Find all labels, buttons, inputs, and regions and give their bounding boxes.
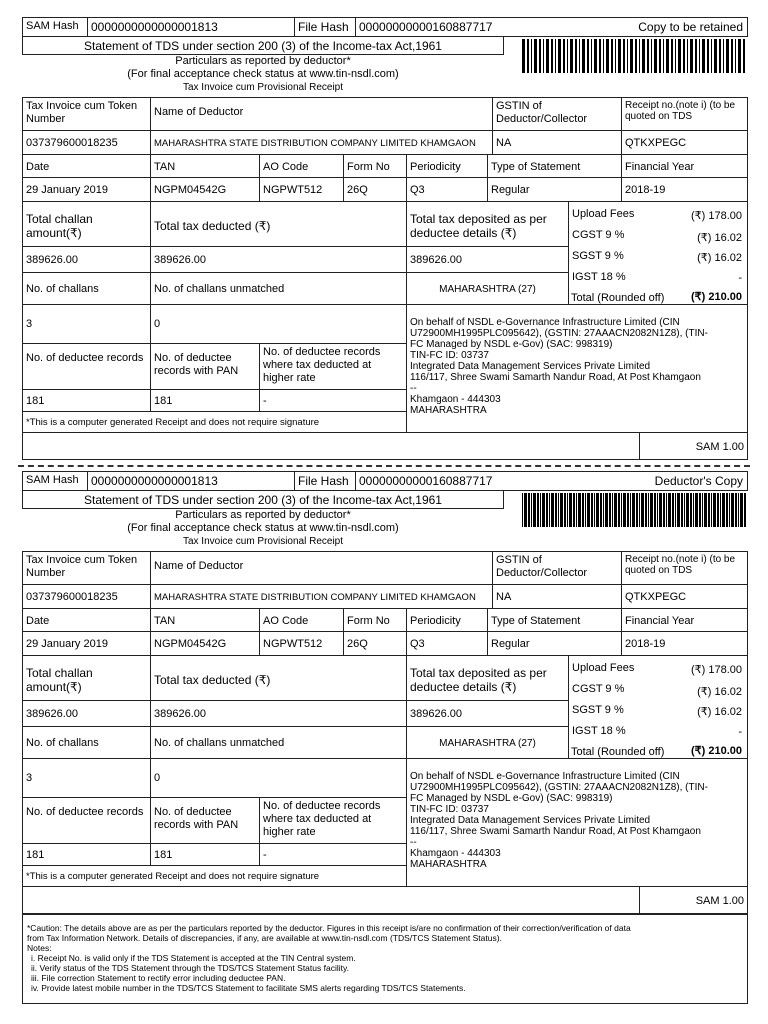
barcode-bar: [539, 39, 541, 73]
barcode-bar: [711, 493, 712, 527]
barcode-bar: [668, 493, 671, 527]
barcode-bar: [636, 493, 638, 527]
copy-label: Deductor's Copy: [654, 474, 743, 488]
check-status-line: (For final acceptance check status at www.tin-nsdl.com): [127, 522, 399, 534]
barcode-bar: [675, 39, 676, 73]
barcode-bar: [686, 493, 689, 527]
barcode-bar: [657, 493, 658, 527]
particulars-line: Particulars as reported by deductor*: [175, 509, 351, 521]
sam-hash-label: SAM Hash: [22, 17, 88, 37]
behalf-line: TIN-FC ID: 03737: [410, 804, 489, 815]
igst-label: IGST 18 %: [572, 725, 626, 737]
barcode-bar: [735, 39, 736, 73]
barcode-bar: [731, 39, 733, 73]
barcode-bar: [546, 39, 549, 73]
date-label: Date: [22, 154, 151, 178]
barcode-bar: [708, 493, 710, 527]
barcode-bar: [678, 39, 681, 73]
barcode-bar: [684, 493, 685, 527]
token-number: 037379600018235: [22, 584, 151, 609]
behalf-line: FC Managed by NSDL e-Gov) (SAC: 998319): [410, 793, 613, 804]
barcode-bar: [666, 39, 669, 73]
statement-type-label: Type of Statement: [487, 608, 622, 632]
barcode-bar: [614, 493, 617, 527]
deductee-with-pan-value: 181: [150, 843, 260, 866]
barcode-bar: [639, 493, 640, 527]
higher-rate-value: -: [259, 389, 407, 412]
statement-title: Statement of TDS under section 200 (3) of the Income-tax Act,1961: [22, 490, 504, 509]
barcode-bar: [575, 39, 577, 73]
barcode-bar: [587, 493, 590, 527]
total-amount: (₹) 210.00: [690, 745, 742, 757]
computer-generated-note: *This is a computer generated Receipt and does not require signature: [22, 865, 407, 887]
statement-type-value: Regular: [487, 631, 622, 656]
barcode-bar: [699, 493, 701, 527]
barcode-bar: [551, 493, 554, 527]
barcode-bar: [543, 39, 544, 73]
barcode-bar: [618, 39, 621, 73]
gstin-label: GSTIN of Deductor/Collector: [492, 97, 622, 131]
form-no-value: 26Q: [343, 631, 407, 656]
barcode-bar: [713, 493, 716, 527]
barcode-bar: [563, 39, 565, 73]
behalf-line: U72900MH1995PLC095642), (GSTIN: 27AAACN2082N1Z8), (TIN-: [410, 328, 708, 339]
sam-version: SAM 1.00: [639, 886, 748, 914]
computer-generated-note: *This is a computer generated Receipt and does not require signature: [22, 411, 407, 433]
barcode-bar: [555, 39, 556, 73]
deductee-records-label: No. of deductee records: [22, 343, 151, 390]
barcode-bar: [534, 39, 537, 73]
barcode-bar: [599, 39, 601, 73]
barcode-bar: [699, 39, 700, 73]
barcode-bar: [744, 493, 746, 527]
financial-year-value: 2018-19: [621, 177, 748, 202]
barcode-image: [522, 39, 747, 73]
behalf-lines: [410, 771, 744, 870]
higher-rate-label: No. of deductee records where tax deducted at higher rate: [259, 797, 407, 844]
barcode-bar: [740, 493, 743, 527]
challans-unmatched-value: 0: [150, 758, 407, 798]
ao-code-value: NGPWT512: [259, 177, 344, 202]
behalf-line: Integrated Data Management Services Private Limited: [410, 815, 651, 826]
form-no-label: Form No: [343, 154, 407, 178]
total-tax-deposited-value: 389626.00: [406, 700, 569, 727]
barcode-bar: [659, 39, 661, 73]
barcode-bar: [611, 39, 613, 73]
igst-amount: -: [738, 726, 742, 738]
barcode-bar: [722, 493, 725, 527]
barcode-bar: [570, 39, 573, 73]
behalf-lines: [410, 317, 744, 416]
behalf-box: [406, 758, 748, 887]
barcode-bar: [719, 39, 721, 73]
footer-line: Notes:: [27, 943, 52, 953]
barcode-bar: [726, 493, 728, 527]
barcode-bar: [603, 493, 604, 527]
sgst-label: SGST 9 %: [572, 250, 624, 262]
barcode-bar: [666, 493, 667, 527]
barcode-bar: [573, 493, 575, 527]
sgst-amount: (₹) 16.02: [697, 706, 742, 718]
receipt-number: QTKXPEGC: [621, 130, 748, 155]
barcode-bar: [569, 493, 572, 527]
behalf-line: 116/117, Shree Swami Samarth Nandur Road, At Post Khamgaon: [410, 372, 701, 383]
higher-rate-label: No. of deductee records where tax deducted at higher rate: [259, 343, 407, 390]
barcode-bar: [576, 493, 577, 527]
barcode-bar: [663, 39, 664, 73]
form-no-label: Form No: [343, 608, 407, 632]
total-rounded-label: Total (Rounded off): [571, 746, 665, 758]
higher-rate-value: -: [259, 843, 407, 866]
barcode-bar: [609, 493, 611, 527]
total-amount: (₹) 210.00: [690, 291, 742, 303]
behalf-line: Khamgaon - 444303: [410, 848, 501, 859]
barcode-bar: [726, 39, 729, 73]
check-status-line: (For final acceptance check status at www.tin-nsdl.com): [127, 68, 399, 80]
barcode-bar: [632, 493, 635, 527]
barcode-bar: [720, 493, 721, 527]
behalf-line: TIN-FC ID: 03737: [410, 350, 489, 361]
periodicity-label: Periodicity: [406, 154, 493, 178]
barcode-bar: [596, 493, 599, 527]
deductee-records-value: 181: [22, 389, 151, 412]
financial-year-label: Financial Year: [621, 608, 748, 632]
barcode-bar: [714, 39, 717, 73]
barcode-bar: [606, 39, 609, 73]
deductee-with-pan-label: No. of deductee records with PAN: [150, 797, 260, 844]
deductee-with-pan-value: 181: [150, 389, 260, 412]
barcode-bar: [630, 39, 633, 73]
barcode-bar: [615, 39, 616, 73]
gstin-label: GSTIN of Deductor/Collector: [492, 551, 622, 585]
total-challan-label: Total challan amount(₹): [22, 655, 151, 701]
statement-type-label: Type of Statement: [487, 154, 622, 178]
barcode-bar: [642, 39, 645, 73]
barcode-bar: [522, 39, 525, 73]
barcode-bar: [627, 493, 629, 527]
barcode-bar: [695, 39, 697, 73]
total-challan-value: 389626.00: [22, 700, 151, 727]
barcode-bar: [567, 39, 568, 73]
barcode-bar: [603, 39, 604, 73]
barcode-bar: [630, 493, 631, 527]
statement-type-value: Regular: [487, 177, 622, 202]
no-of-challans-value: 3: [22, 304, 151, 344]
barcode-bar: [717, 493, 719, 527]
upload-fees-amount: (₹) 178.00: [690, 210, 742, 222]
periodicity-label: Periodicity: [406, 608, 493, 632]
gstin-value: NA: [492, 130, 622, 155]
state-value: MAHARASHTRA (27): [406, 726, 569, 759]
barcode-bar: [567, 493, 568, 527]
token-label: Tax Invoice cum Token Number: [22, 97, 151, 131]
barcode-bar: [743, 39, 745, 73]
barcode-bar: [623, 39, 625, 73]
barcode-bar: [546, 493, 548, 527]
periodicity-value: Q3: [406, 177, 493, 202]
barcode-bar: [564, 493, 566, 527]
total-tax-deducted-label: Total tax deducted (₹): [150, 201, 407, 247]
upload-fees-label: Upload Fees: [572, 208, 635, 220]
total-tax-deducted-label: Total tax deducted (₹): [150, 655, 407, 701]
behalf-line: MAHARASHTRA: [410, 859, 487, 870]
form-no-value: 26Q: [343, 177, 407, 202]
barcode-bar: [639, 39, 640, 73]
footer-line: from Tax Information Network. Details of discrepancies, if any, are available at www.tin-nsdl.com (TDS/TCS Statement Status).: [27, 933, 502, 943]
total-challan-label: Total challan amount(₹): [22, 201, 151, 247]
deductee-records-label: No. of deductee records: [22, 797, 151, 844]
barcode-bar: [683, 39, 685, 73]
deductee-with-pan-label: No. of deductee records with PAN: [150, 343, 260, 390]
sam-hash-label: SAM Hash: [22, 471, 88, 491]
behalf-line: --: [410, 837, 417, 848]
barcode-bar: [582, 493, 584, 527]
barcode-bar: [671, 39, 673, 73]
barcode-bar: [540, 493, 541, 527]
receipt-retained-copy: [22, 17, 748, 460]
barcode-bar: [723, 39, 724, 73]
barcode-bar: [735, 493, 737, 527]
file-hash-value: 00000000000160887717: [355, 471, 748, 491]
barcode-bar: [648, 493, 649, 527]
tan-value: NGPM04542G: [150, 177, 260, 202]
barcode-image: [522, 493, 747, 527]
no-of-challans-label: No. of challans: [22, 272, 151, 305]
receipt-deductor-copy: [22, 471, 748, 914]
behalf-line: 116/117, Shree Swami Samarth Nandur Road, At Post Khamgaon: [410, 826, 701, 837]
barcode-bar: [687, 39, 688, 73]
statement-title: Statement of TDS under section 200 (3) of the Income-tax Act,1961: [22, 36, 504, 55]
barcode-bar: [587, 39, 589, 73]
barcode-bar: [618, 493, 620, 527]
barcode-bar: [729, 493, 730, 527]
gstin-value: NA: [492, 584, 622, 609]
total-tax-deducted-value: 389626.00: [150, 700, 407, 727]
barcode-bar: [650, 493, 653, 527]
deductor-name-label: Name of Deductor: [150, 97, 493, 131]
barcode-bar: [537, 493, 539, 527]
barcode-bar: [531, 39, 532, 73]
footer-line: i. Receipt No. is valid only if the TDS Statement is accepted at the TIN Central system.: [31, 953, 356, 963]
file-hash-label: File Hash: [294, 471, 356, 491]
challans-unmatched-value: 0: [150, 304, 407, 344]
barcode-bar: [551, 39, 553, 73]
receipt-number: QTKXPEGC: [621, 584, 748, 609]
barcode-bar: [591, 39, 592, 73]
barcode-bar: [675, 493, 676, 527]
barcode-bar: [621, 493, 622, 527]
cgst-label: CGST 9 %: [572, 229, 625, 241]
barcode-bar: [663, 493, 665, 527]
behalf-line: On behalf of NSDL e-Governance Infrastructure Limited (CIN: [410, 317, 680, 328]
barcode-bar: [594, 493, 595, 527]
barcode-bar: [612, 493, 613, 527]
cut-line: [18, 465, 750, 467]
cgst-label: CGST 9 %: [572, 683, 625, 695]
sam-hash-value: 0000000000000001813: [87, 17, 295, 37]
barcode-bar: [693, 493, 694, 527]
barcode-bar: [645, 493, 647, 527]
date-label: Date: [22, 608, 151, 632]
barcode-bar: [578, 493, 581, 527]
state-value: MAHARASHTRA (27): [406, 272, 569, 305]
behalf-box: [406, 304, 748, 433]
deductor-name: MAHARASHTRA STATE DISTRIBUTION COMPANY LIMITED KHAMGAON: [150, 130, 493, 155]
behalf-line: FC Managed by NSDL e-Gov) (SAC: 998319): [410, 339, 613, 350]
total-tax-deposited-value: 389626.00: [406, 246, 569, 273]
barcode-bar: [533, 493, 536, 527]
barcode-bar: [555, 493, 557, 527]
barcode-bar: [558, 493, 559, 527]
caution-notes: [22, 914, 748, 1004]
barcode-bar: [702, 39, 705, 73]
barcode-bar: [579, 39, 580, 73]
barcode-bar: [654, 493, 656, 527]
periodicity-value: Q3: [406, 631, 493, 656]
token-label: Tax Invoice cum Token Number: [22, 551, 151, 585]
financial-year-value: 2018-19: [621, 631, 748, 656]
deductor-name: MAHARASHTRA STATE DISTRIBUTION COMPANY LIMITED KHAMGAON: [150, 584, 493, 609]
igst-amount: -: [738, 272, 742, 284]
deductee-records-value: 181: [22, 843, 151, 866]
barcode-bar: [707, 39, 709, 73]
receipt-no-label: Receipt no.(note i) (to be quoted on TDS: [621, 551, 748, 585]
no-of-challans-label: No. of challans: [22, 726, 151, 759]
barcode-bar: [627, 39, 628, 73]
date-value: 29 January 2019: [22, 177, 151, 202]
behalf-line: --: [410, 383, 417, 394]
barcode-bar: [702, 493, 703, 527]
date-value: 29 January 2019: [22, 631, 151, 656]
tan-label: TAN: [150, 608, 260, 632]
barcode-bar: [549, 493, 550, 527]
barcode-bar: [711, 39, 712, 73]
barcode-bar: [522, 493, 523, 527]
total-tax-deposited-label: Total tax deposited as per deductee details (₹): [406, 201, 569, 247]
barcode-bar: [654, 39, 657, 73]
barcode-bar: [594, 39, 597, 73]
barcode-bar: [635, 39, 637, 73]
barcode-bar: [647, 39, 649, 73]
igst-label: IGST 18 %: [572, 271, 626, 283]
ao-code-label: AO Code: [259, 154, 344, 178]
barcode-bar: [524, 493, 527, 527]
ao-code-label: AO Code: [259, 608, 344, 632]
challans-unmatched-label: No. of challans unmatched: [150, 726, 407, 759]
barcode-bar: [558, 39, 561, 73]
barcode-bar: [591, 493, 593, 527]
barcode-bar: [695, 493, 698, 527]
behalf-line: MAHARASHTRA: [410, 405, 487, 416]
receipt-type-line: Tax Invoice cum Provisional Receipt: [182, 82, 344, 93]
barcode-bar: [659, 493, 662, 527]
tan-value: NGPM04542G: [150, 631, 260, 656]
footer-line: ii. Verify status of the TDS Statement through the TDS/TCS Statement Status facility.: [31, 963, 349, 973]
total-tax-deposited-label: Total tax deposited as per deductee details (₹): [406, 655, 569, 701]
barcode-bar: [582, 39, 585, 73]
receipt-type-line: Tax Invoice cum Provisional Receipt: [182, 536, 344, 547]
barcode-bar: [600, 493, 602, 527]
behalf-line: On behalf of NSDL e-Governance Infrastructure Limited (CIN: [410, 771, 680, 782]
barcode-bar: [690, 39, 693, 73]
barcode-bar: [542, 493, 545, 527]
token-number: 037379600018235: [22, 130, 151, 155]
barcode-bar: [528, 493, 530, 527]
behalf-line: Integrated Data Management Services Private Limited: [410, 361, 651, 372]
blank-row: [22, 432, 640, 460]
footer-line: *Caution: The details above are as per the particulars reported by the deductor. Figures in this receipt is/are no confirmation of their correction/verification of data: [27, 923, 631, 933]
upload-fees-label: Upload Fees: [572, 662, 635, 674]
cgst-amount: (₹) 16.02: [697, 686, 742, 698]
deductor-name-label: Name of Deductor: [150, 551, 493, 585]
sam-version: SAM 1.00: [639, 432, 748, 460]
barcode-bar: [731, 493, 734, 527]
barcode-bar: [641, 493, 644, 527]
barcode-bar: [527, 39, 529, 73]
particulars-line: Particulars as reported by deductor*: [175, 55, 351, 67]
total-rounded-label: Total (Rounded off): [571, 292, 665, 304]
barcode-bar: [738, 39, 741, 73]
challans-unmatched-label: No. of challans unmatched: [150, 272, 407, 305]
file-hash-label: File Hash: [294, 17, 356, 37]
receipt-no-label: Receipt no.(note i) (to be quoted on TDS: [621, 97, 748, 131]
footer-line: iii. File correction Statement to rectify error including deductee PAN.: [31, 973, 286, 983]
sgst-label: SGST 9 %: [572, 704, 624, 716]
behalf-line: U72900MH1995PLC095642), (GSTIN: 27AAACN2082N1Z8), (TIN-: [410, 782, 708, 793]
barcode-bar: [690, 493, 692, 527]
barcode-bar: [738, 493, 739, 527]
sgst-amount: (₹) 16.02: [697, 252, 742, 264]
behalf-line: Khamgaon - 444303: [410, 394, 501, 405]
upload-fees-amount: (₹) 178.00: [690, 664, 742, 676]
barcode-bar: [623, 493, 626, 527]
copy-label: Copy to be retained: [638, 20, 743, 34]
barcode-bar: [704, 493, 707, 527]
barcode-bar: [585, 493, 586, 527]
total-challan-value: 389626.00: [22, 246, 151, 273]
barcode-bar: [681, 493, 683, 527]
barcode-bar: [677, 493, 680, 527]
ao-code-value: NGPWT512: [259, 631, 344, 656]
footer-line: iv. Provide latest mobile number in the TDS/TCS Statement to facilitate SMS alerts regarding TDS/TCS Statements.: [31, 983, 466, 993]
total-tax-deducted-value: 389626.00: [150, 246, 407, 273]
financial-year-label: Financial Year: [621, 154, 748, 178]
barcode-bar: [560, 493, 563, 527]
barcode-bar: [651, 39, 652, 73]
tan-label: TAN: [150, 154, 260, 178]
blank-row: [22, 886, 640, 914]
cgst-amount: (₹) 16.02: [697, 232, 742, 244]
no-of-challans-value: 3: [22, 758, 151, 798]
barcode-bar: [672, 493, 674, 527]
sam-hash-value: 0000000000000001813: [87, 471, 295, 491]
barcode-bar: [531, 493, 532, 527]
barcode-bar: [605, 493, 608, 527]
file-hash-value: 00000000000160887717: [355, 17, 748, 37]
